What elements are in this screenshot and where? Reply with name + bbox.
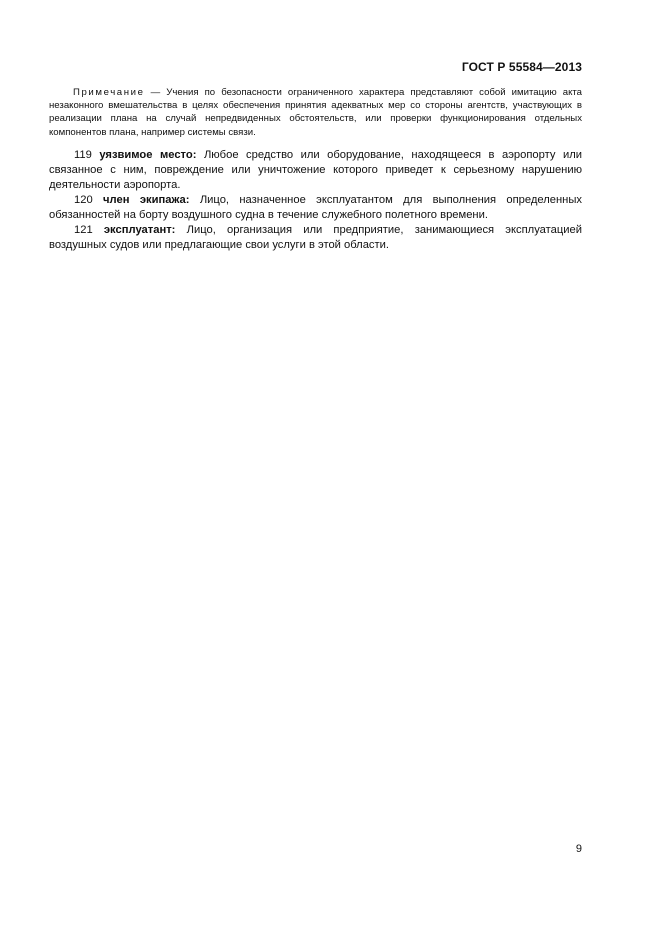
term-entry-120 <box>49 193 582 223</box>
page-content <box>49 86 582 253</box>
note-label: Примечание <box>73 87 145 98</box>
term-number: 121 <box>74 224 93 237</box>
term-name: эксплуатант: <box>103 224 176 237</box>
term-number: 119 <box>74 148 92 161</box>
term-definition: Любое средство или оборудование, находящееся в аэропорту или связанное с ним, повреждение или уничтожение которого приведет к серьезному нарушению деятельности аэропорта. <box>49 148 582 191</box>
page-number: 9 <box>575 843 582 855</box>
term-definition: Лицо, организация или предприятие, занимающиеся эксплуатацией воздушных судов или предлагающие свои услуги в этой области. <box>49 224 583 252</box>
term-definition: Лицо, назначенное эксплуатантом для выполнения определенных обязанностей на борту воздушного судна в течение служебного полетного времени. <box>49 194 582 222</box>
document-code: ГОСТ Р 55584—2013 <box>461 60 582 74</box>
term-name: уязвимое место: <box>99 148 197 161</box>
term-name: член экипажа: <box>103 194 190 207</box>
term-entry-119 <box>49 148 582 193</box>
note-dash: — <box>144 87 167 98</box>
term-number: 120 <box>74 194 93 207</box>
term-entry-121 <box>49 223 582 253</box>
note-text: Учения по безопасности ограниченного характера представляют собой имитацию акта незаконного вмешательства в целях обеспечения принятия адекватных мер со стороны агентств, участвующих в реализации плана на случай непредвиденных обстоятельств, или проверки функционирования отдельных компонентов плана, например системы связи. <box>49 87 582 138</box>
note-paragraph <box>49 86 582 139</box>
